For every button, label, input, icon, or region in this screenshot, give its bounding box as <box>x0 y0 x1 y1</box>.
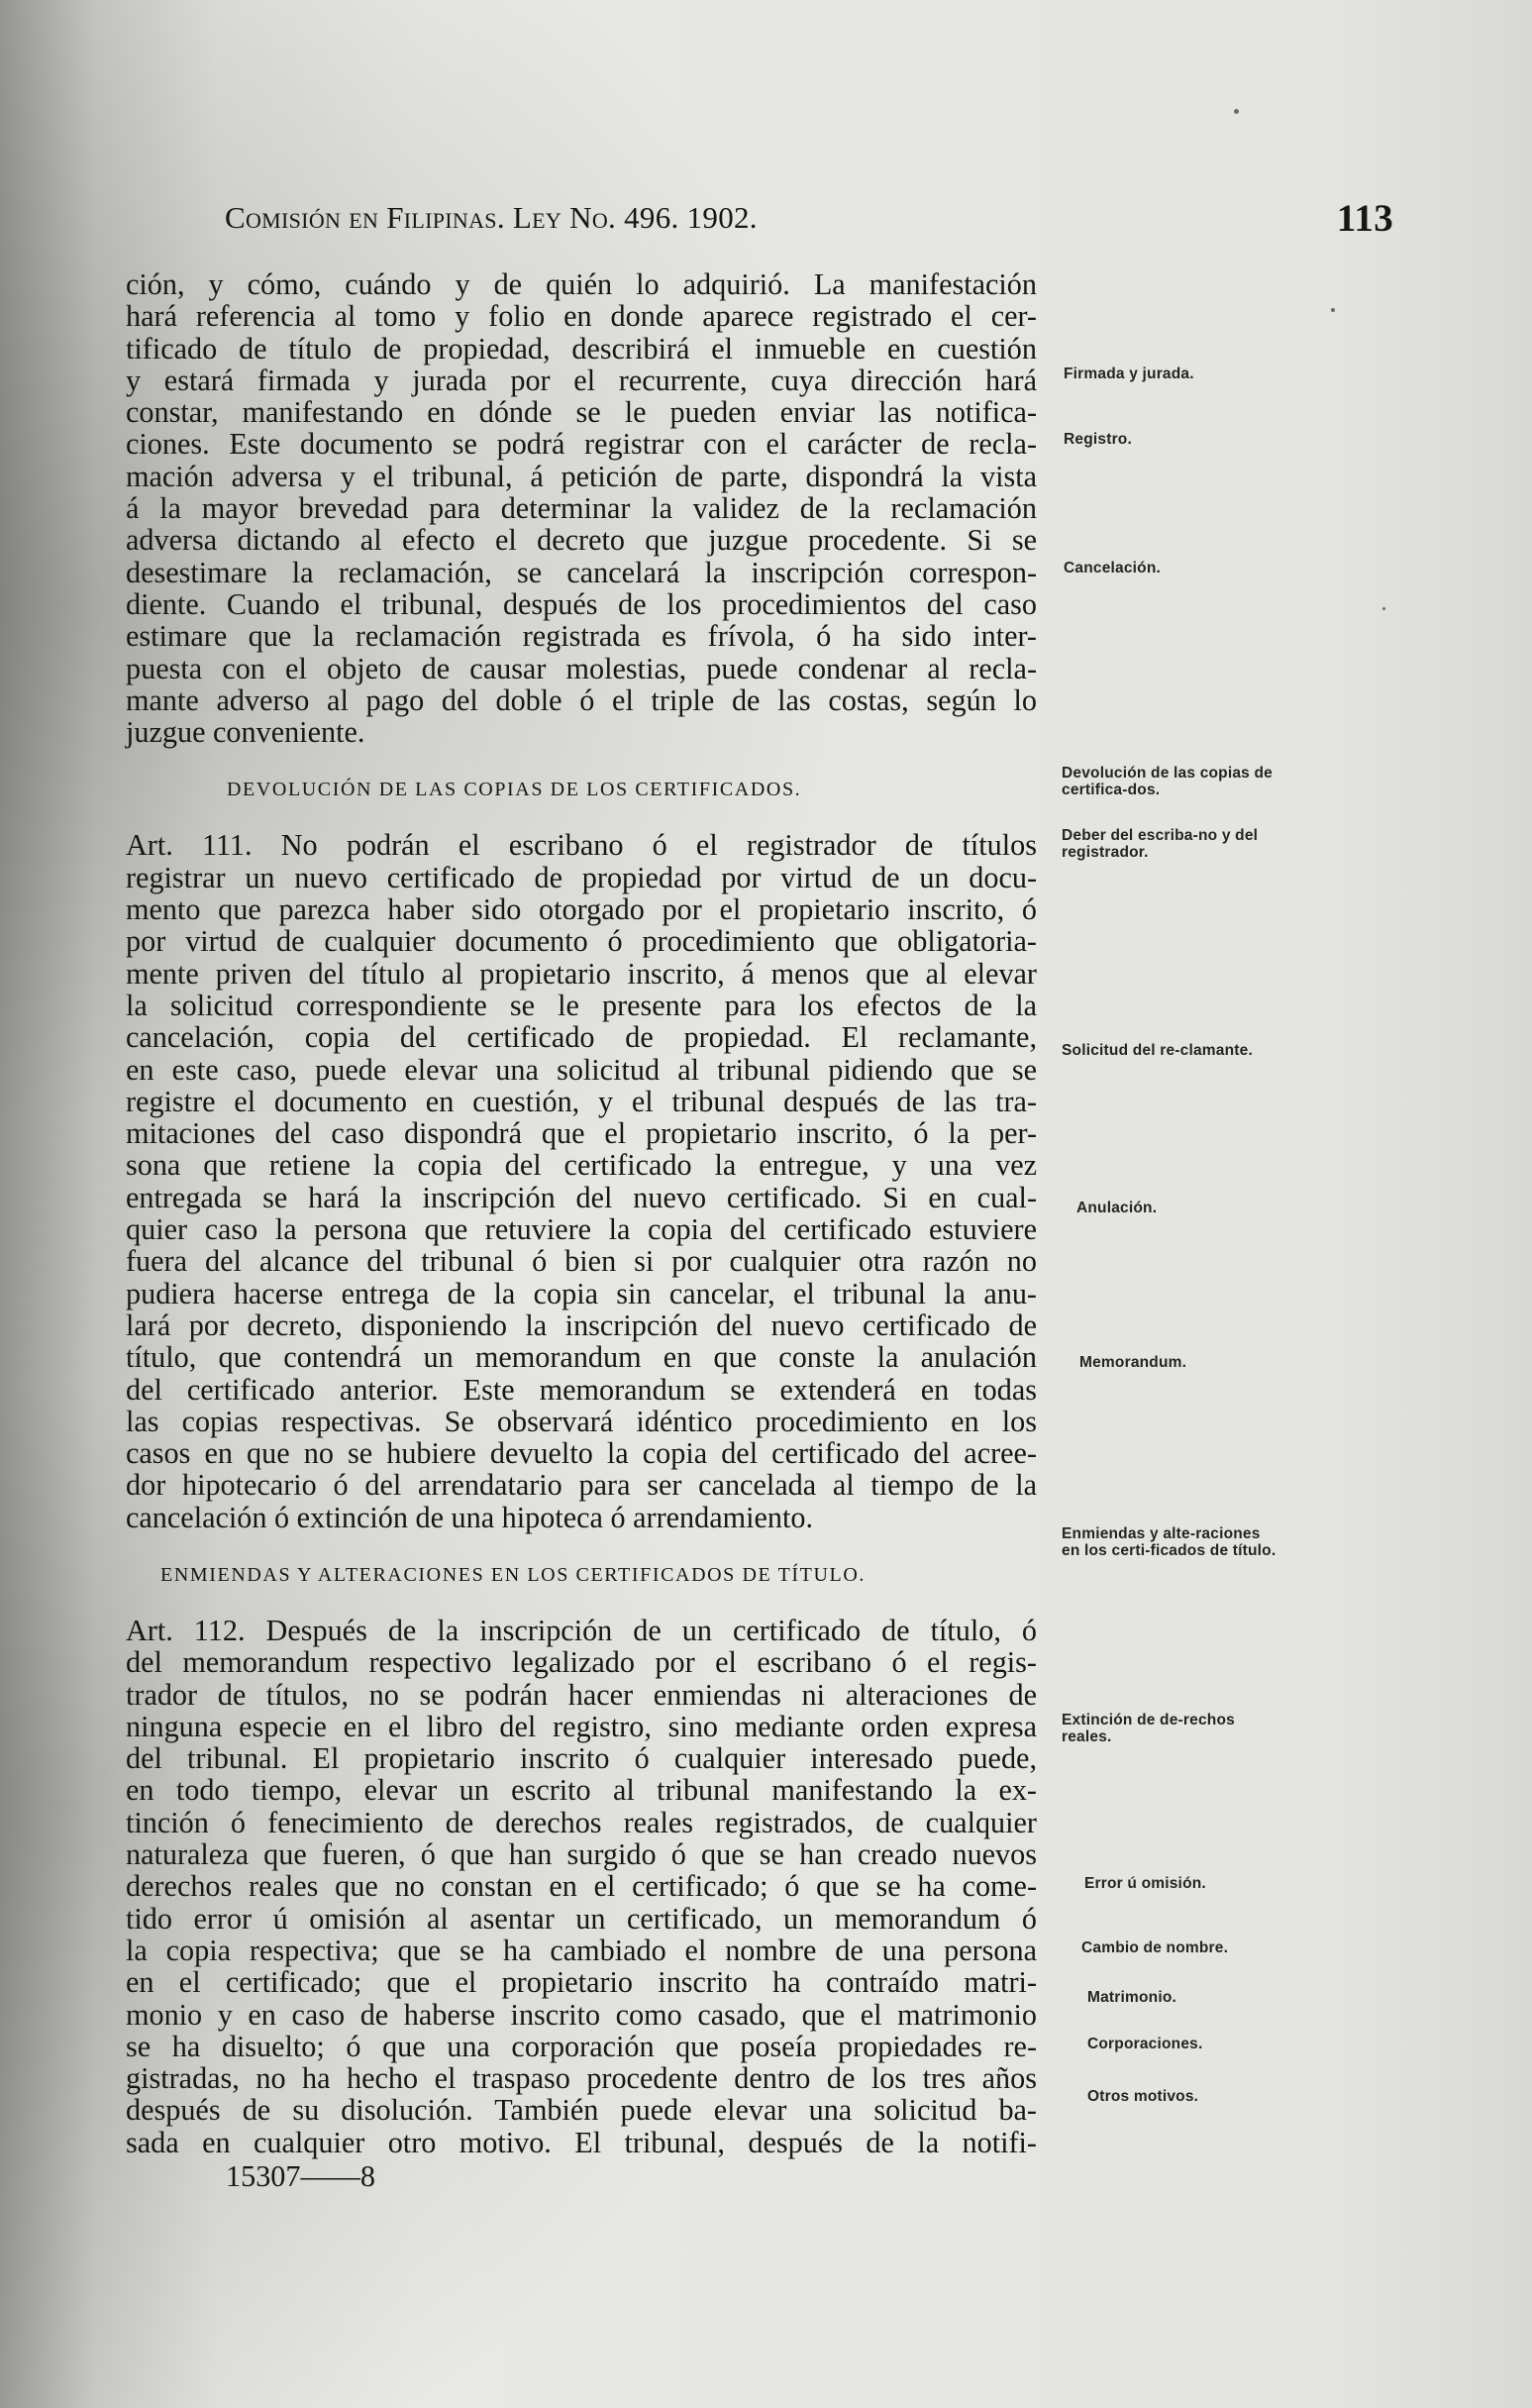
margin-note-devolucion: Devolución de las copias de certifica-dos. <box>1062 765 1273 798</box>
body-line: á la mayor brevedad para determinar la validez de la reclamación <box>126 491 1037 526</box>
article-line: en el certificado; que el propietario inscrito ha contraído matri- <box>126 1965 1037 2000</box>
page-number: 113 <box>1336 197 1393 240</box>
body-line: ciones. Este documento se podrá registrar con el carácter de recla- <box>126 427 1037 462</box>
article-line: la solicitud correspondiente se le presente para los efectos de la <box>126 988 1037 1022</box>
article-line: título, que contendrá un memorandum en que conste la anulación <box>126 1340 1037 1375</box>
article-line: cancelación, copia del certificado de propiedad. El reclamante, <box>126 1020 1037 1055</box>
article-line: por virtud de cualquier documento ó procedimiento que obligatoria- <box>126 924 1037 959</box>
margin-note-deber: Deber del escriba-no y del registrador. <box>1062 827 1259 861</box>
article-line: las copias respectivas. Se observará idéntico procedimiento en los <box>126 1404 1037 1438</box>
article-line: Art. 112. Después de la inscripción de un certificado de título, ó <box>126 1613 1037 1647</box>
article-line: mente priven del título al propietario inscrito, á menos que al elevar <box>126 956 1037 991</box>
article-111 <box>126 829 1037 1533</box>
margin-note-matrimonio: Matrimonio. <box>1087 1989 1177 2006</box>
article-line: se ha disuelto; ó que una corporación que poseía propiedades re- <box>126 2029 1037 2063</box>
article-line: en este caso, puede elevar una solicitud al tribunal pidiendo que se <box>126 1052 1037 1087</box>
article-line: pudiera hacerse entrega de la copia sin cancelar, el tribunal la anu- <box>126 1276 1037 1310</box>
article-line: del tribunal. El propietario inscrito ó cualquier interesado puede, <box>126 1741 1037 1776</box>
article-line: del certificado anterior. Este memorandum se extenderá en todas <box>126 1372 1037 1407</box>
margin-note-cambio: Cambio de nombre. <box>1081 1939 1229 1956</box>
margin-note-registro: Registro. <box>1064 431 1132 448</box>
article-line: del memorandum respectivo legalizado por el escribano ó el regis- <box>126 1645 1037 1680</box>
body-line: desestimare la reclamación, se cancelará la inscripción correspon- <box>126 555 1037 589</box>
body-line: diente. Cuando el tribunal, después de los procedimientos del caso <box>126 586 1037 621</box>
printer-signature: 15307——8 <box>226 2159 375 2194</box>
article-line: ninguna especie en el libro del registro, sino mediante orden expresa <box>126 1709 1037 1743</box>
article-line: fuera del alcance del tribunal ó bien si por cualquier otra razón no <box>126 1244 1037 1279</box>
body-line: adversa dictando al efecto el decreto que juzgue procedente. Si se <box>126 523 1037 558</box>
running-head: Comisión en Filipinas. Ley No. 496. 1902. <box>225 200 758 235</box>
article-line: mitaciones del caso dispondrá que el propietario inscrito, ó la per- <box>126 1116 1037 1151</box>
body-line: y estará firmada y jurada por el recurrente, cuya dirección hará <box>126 363 1037 397</box>
body-line: puesta con el objeto de causar molestias, puede condenar al recla- <box>126 651 1037 685</box>
article-line: registre el documento en cuestión, y el tribunal después de las tra- <box>126 1084 1037 1118</box>
article-line: la copia respectiva; que se ha cambiado el nombre de una persona <box>126 1933 1037 1967</box>
body-line: estimare que la reclamación registrada es frívola, ó ha sido inter- <box>126 619 1037 654</box>
margin-note-solicitud: Solicitud del re-clamante. <box>1062 1042 1253 1059</box>
body-line: mación adversa y el tribunal, á petición de parte, dispondrá la vista <box>126 459 1037 493</box>
body-line: ción, y cómo, cuándo y de quién lo adquirió. La manifestación <box>126 267 1037 301</box>
scan-speck <box>1331 308 1335 312</box>
article-line: dor hipotecario ó del arrendatario para ser cancelada al tiempo de la <box>126 1468 1037 1503</box>
article-line: en todo tiempo, elevar un escrito al tribunal manifestando la ex- <box>126 1773 1037 1808</box>
body-line: constar, manifestando en dónde se le pueden enviar las notifica- <box>126 395 1037 430</box>
article-line: registrar un nuevo certificado de propiedad por virtud de un docu- <box>126 860 1037 894</box>
article-line: tinción ó fenecimiento de derechos reales registrados, de cualquier <box>126 1805 1037 1839</box>
article-line: trador de títulos, no se podrán hacer enmiendas ni alteraciones de <box>126 1677 1037 1712</box>
margin-note-extincion: Extinción de de-rechos reales. <box>1062 1712 1235 1745</box>
article-112 <box>126 1615 1037 2158</box>
margin-note-anulacion: Anulación. <box>1076 1200 1158 1216</box>
margin-note-cancelacion: Cancelación. <box>1064 560 1162 576</box>
margin-note-memorandum: Memorandum. <box>1079 1354 1187 1371</box>
main-text-column <box>126 268 1037 2192</box>
article-line: casos en que no se hubiere devuelto la copia del certificado del acree- <box>126 1436 1037 1471</box>
margin-note-enmiendas: Enmiendas y alte-raciones en los certi-ficados de título. <box>1062 1525 1277 1559</box>
article-line: mento que parezca haber sido otorgado por el propietario inscrito, ó <box>126 892 1037 927</box>
section-heading-devolucion: DEVOLUCIÓN DE LAS COPIAS DE LOS CERTIFICADOS. <box>227 779 802 801</box>
margin-note-firmada: Firmada y jurada. <box>1064 366 1194 382</box>
article-line: después de su disolución. También puede elevar una solicitud ba- <box>126 2093 1037 2128</box>
article-line: naturaleza que fueren, ó que han surgido ó que se han creado nuevos <box>126 1837 1037 1872</box>
scan-speck <box>1234 109 1239 114</box>
article-line: lará por decreto, disponiendo la inscripción del nuevo certificado de <box>126 1308 1037 1342</box>
article-line: monio y en caso de haberse inscrito como casado, que el matrimonio <box>126 1997 1037 2032</box>
opening-paragraph <box>126 268 1037 748</box>
article-line: derechos reales que no constan en el certificado; ó que se ha come- <box>126 1869 1037 1904</box>
margin-note-error: Error ú omisión. <box>1084 1875 1206 1892</box>
article-line: sada en cualquier otro motivo. El tribunal, después de la notifi- <box>126 2125 1037 2159</box>
article-line: entregada se hará la inscripción del nuevo certificado. Si en cual- <box>126 1180 1037 1214</box>
article-line: sona que retiene la copia del certificado la entregue, y una vez <box>126 1148 1037 1183</box>
scan-speck <box>1382 607 1385 610</box>
article-line: quier caso la persona que retuviere la copia del certificado estuviere <box>126 1212 1037 1247</box>
margin-note-corporaciones: Corporaciones. <box>1087 2036 1203 2052</box>
margin-note-otros: Otros motivos. <box>1087 2088 1199 2105</box>
body-line: hará referencia al tomo y folio en donde aparece registrado el cer- <box>126 299 1037 334</box>
page-header <box>225 197 1393 240</box>
article-line: Art. 111. No podrán el escribano ó el registrador de títulos <box>126 828 1037 863</box>
body-line: tificado de título de propiedad, describirá el inmueble en cuestión <box>126 331 1037 366</box>
article-line: cancelación ó extinción de una hipoteca ó arrendamiento. <box>126 1500 814 1534</box>
article-line: tido error ú omisión al asentar un certificado, un memorandum ó <box>126 1901 1037 1936</box>
article-line: gistradas, no ha hecho el traspaso procedente dentro de los tres años <box>126 2061 1037 2096</box>
section-heading-enmiendas: ENMIENDAS Y ALTERACIONES EN LOS CERTIFICADOS DE TÍTULO. <box>160 1563 866 1586</box>
body-line: juzgue conveniente. <box>126 715 365 750</box>
body-line: mante adverso al pago del doble ó el triple de las costas, según lo <box>126 682 1037 717</box>
